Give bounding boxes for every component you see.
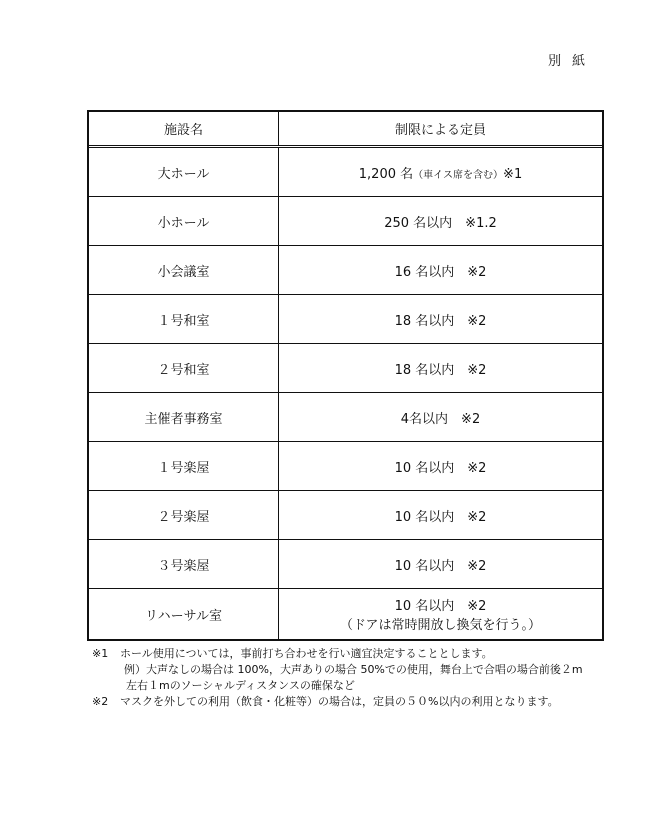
capacity-value: 10 名以内 ※2 <box>394 460 487 476</box>
facility-name: 小ホール <box>89 197 279 245</box>
note-1-example: 例）大声なしの場合は 100%，大声ありの場合 50%での使用，舞台上で合唱の場合前後２m <box>124 663 583 676</box>
facility-name: リハーサル室 <box>89 589 279 639</box>
note-1-example-cont: 左右１mのソーシャルディスタンスの確保など <box>126 679 355 692</box>
facility-name: １号楽屋 <box>89 442 279 490</box>
capacity-value: 16 名以内 ※2 <box>394 264 487 280</box>
table-row <box>89 344 602 393</box>
capacity-value: 10 名以内 ※2 <box>394 558 487 574</box>
table-row <box>89 442 602 491</box>
header-capacity: 制限による定員 <box>394 123 486 138</box>
table-row <box>89 246 602 295</box>
table-row <box>89 295 602 344</box>
footnotes <box>92 646 632 710</box>
capacity-footnote: ※1 <box>503 166 523 182</box>
capacity-value: 10 名以内 ※2 <box>394 509 487 525</box>
note-2 <box>92 694 632 710</box>
facility-name: ２号楽屋 <box>89 491 279 539</box>
capacity-value: 250 名以内 ※1.2 <box>384 215 497 231</box>
facility-name: 小会議室 <box>89 246 279 294</box>
table-row <box>89 491 602 540</box>
capacity-main: 1,200 名 <box>358 166 414 182</box>
capacity-small-note: （車イス席を含む） <box>413 169 504 181</box>
capacity-table <box>87 110 604 641</box>
capacity-value <box>279 589 602 639</box>
facility-name: ３号楽屋 <box>89 540 279 588</box>
table-row <box>89 197 602 246</box>
table-row <box>89 148 602 197</box>
note-2-mark: ※2 <box>92 695 109 708</box>
capacity-value: 4名以内 ※2 <box>400 411 481 427</box>
capacity-line2: （ドアは常時開放し換気を行う。） <box>339 618 542 633</box>
facility-name: 主催者事務室 <box>89 393 279 441</box>
facility-name: 大ホール <box>89 148 279 196</box>
note-1-mark: ※1 <box>92 647 109 660</box>
table-row <box>89 393 602 442</box>
header-facility: 施設名 <box>89 112 279 145</box>
capacity-value: 18 名以内 ※2 <box>394 362 487 378</box>
note-2-text: マスクを外しての利用（飲食・化粧等）の場合は，定員の５０%以内の利用となります。 <box>120 695 559 708</box>
table-row <box>89 589 602 639</box>
capacity-value <box>279 148 602 196</box>
facility-name: １号和室 <box>89 295 279 343</box>
facility-name: ２号和室 <box>89 344 279 392</box>
note-1 <box>92 646 632 662</box>
capacity-line1: 10 名以内 ※2 <box>394 599 487 614</box>
table-header-row <box>89 112 602 148</box>
capacity-value: 18 名以内 ※2 <box>394 313 487 329</box>
table-row <box>89 540 602 589</box>
note-1-text: ホール使用については，事前打ち合わせを行い適宜決定することとします。 <box>120 647 493 660</box>
attachment-label: 別紙 <box>548 54 597 69</box>
